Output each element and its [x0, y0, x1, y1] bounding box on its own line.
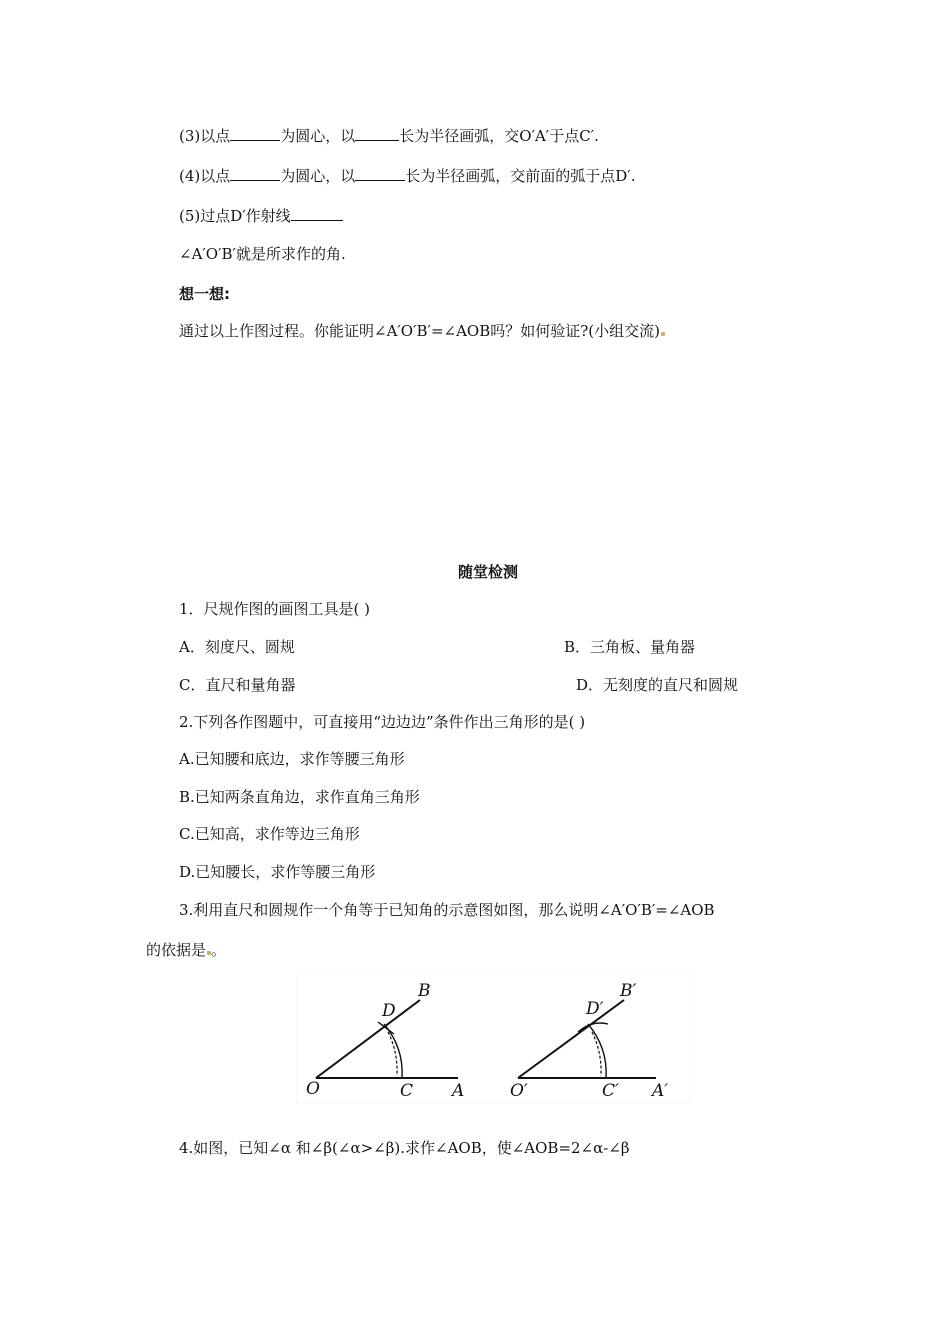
label-o-prime: O′	[510, 1081, 528, 1101]
answer-blank[interactable]	[230, 165, 280, 181]
q3-stem-line-1: 3.利用直尺和圆规作一个角等于已知角的示意图如图，那么说明∠A′O′B′=∠AOB	[179, 901, 715, 919]
step-4-part-b: 为圆心，以	[280, 167, 356, 185]
label-b: B	[418, 981, 431, 1001]
label-a: A	[452, 1081, 465, 1101]
step-3-part-b: 为圆心，以	[280, 127, 356, 145]
label-b-prime: B′	[620, 981, 637, 1001]
answer-blank[interactable]	[355, 165, 405, 181]
step-3-part-c: 长为半径画弧，交O′A′于点C′.	[399, 127, 599, 145]
step-5	[179, 205, 343, 226]
label-a-prime: A′	[652, 1081, 669, 1101]
answer-blank[interactable]	[355, 125, 399, 141]
conclusion-text: ∠A′O′B′就是所求作的角.	[179, 245, 346, 263]
q2-option-a[interactable]: A.已知腰和底边，求作等腰三角形	[179, 750, 405, 768]
quiz-title: 随堂检测	[458, 563, 519, 581]
step-5-part-a: (5)过点D′作射线	[179, 207, 291, 225]
q3-stem-line-2-text: 的依据是	[146, 941, 207, 959]
q1-option-c[interactable]: C．直尺和量角器	[179, 676, 296, 694]
label-d-prime: D′	[586, 999, 604, 1019]
q1-option-b[interactable]: B．三角板、量角器	[564, 638, 696, 656]
label-c: C	[400, 1081, 414, 1101]
step-3-part-a: (3)以点	[179, 127, 231, 145]
answer-blank[interactable]	[291, 205, 343, 221]
q2-option-c[interactable]: C.已知高，求作等边三角形	[179, 825, 360, 843]
step-3	[179, 125, 599, 146]
q2-option-d[interactable]: D.已知腰长，求作等腰三角形	[179, 863, 376, 881]
think-text-body: 通过以上作图过程。你能证明∠A′O′B′=∠AOB吗？如何验证?(小组交流)	[179, 322, 660, 340]
q1-options-row-1	[179, 637, 739, 657]
step-4-part-a: (4)以点	[179, 167, 231, 185]
label-d: D	[382, 1001, 396, 1021]
q3-stem-line-2: 的依据是 。	[146, 941, 227, 959]
q1-stem: 1．尺规作图的画图工具是( )	[179, 600, 371, 618]
label-o: O	[306, 1079, 320, 1099]
answer-blank[interactable]	[230, 125, 280, 141]
q4-stem: 4.如图，已知∠α 和∠β(∠α>∠β).求作∠AOB，使∠AOB=2∠α-∠β	[179, 1139, 630, 1157]
q2-stem: 2.下列各作图题中，可直接用“边边边”条件作出三角形的是( )	[179, 713, 586, 731]
think-text	[179, 321, 665, 341]
step-4	[179, 165, 635, 186]
marker-dot	[661, 332, 665, 336]
label-c-prime: C′	[602, 1081, 619, 1101]
think-heading: 想一想:	[179, 285, 230, 303]
step-4-part-c: 长为半径画弧，交前面的弧于点D′.	[405, 167, 636, 185]
q2-option-b[interactable]: B.已知两条直角边，求作直角三角形	[179, 788, 420, 806]
q1-options-row-2	[179, 675, 739, 695]
q1-option-a[interactable]: A．刻度尺、圆规	[179, 638, 295, 656]
angle-construction-figure	[296, 972, 690, 1104]
q1-option-d[interactable]: D．无刻度的直尺和圆规	[576, 676, 739, 694]
